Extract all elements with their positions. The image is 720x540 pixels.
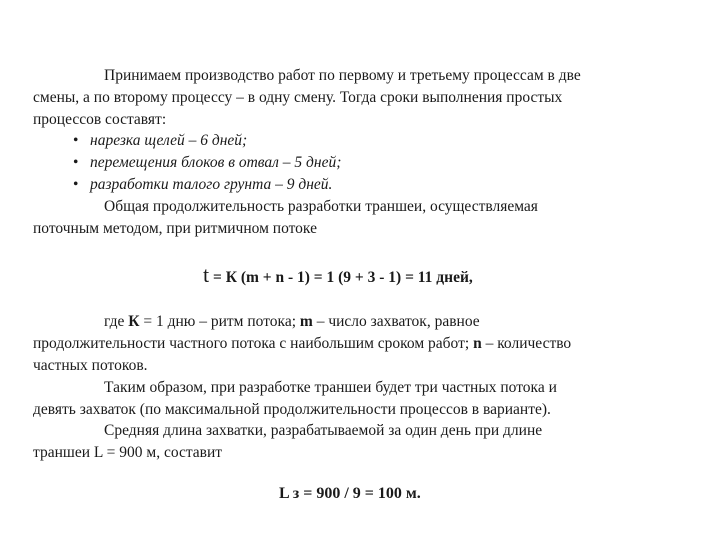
paragraph-1-line-1: Принимаем производство работ по первому и третьему процессам в две [104, 67, 581, 84]
paragraph-2-line-1: Общая продолжительность разработки траншеи, осуществляемая [104, 198, 538, 215]
bullet-marker: • [73, 154, 79, 171]
formula-duration [203, 262, 473, 288]
paragraph-3-line-3: частных потоков. [33, 357, 148, 374]
formula-variable: t [203, 262, 210, 287]
text-fragment: = 1 дню – ритм потока; [139, 313, 300, 330]
paragraph-2-line-2: поточным методом, при ритмичном потоке [33, 220, 317, 237]
formula-expression: = К (m + n - 1) = 1 (9 + 3 - 1) = 11 дней, [213, 269, 473, 286]
symbol-n: n [473, 335, 482, 352]
paragraph-4-line-1: Таким образом, при разработке траншеи будет три частных потока и [104, 379, 557, 396]
bullet-marker: • [73, 132, 79, 149]
symbol-k: К [128, 313, 140, 330]
paragraph-3-line-1 [104, 312, 480, 332]
text-fragment: где [104, 313, 129, 330]
formula-capture-length: L з = 900 / 9 = 100 м. [279, 485, 421, 502]
text-fragment: – количество [481, 335, 572, 352]
paragraph-1-line-2: смены, а по второму процессу – в одну смену. Тогда сроки выполнения простых [33, 89, 563, 106]
paragraph-3-line-2 [33, 334, 571, 354]
paragraph-4-line-2: девять захваток (по максимальной продолжительности процессов в варианте). [33, 401, 551, 418]
list-item-text: перемещения блоков в отвал – 5 дней; [90, 154, 342, 171]
text-fragment: – число захваток, равное [312, 313, 480, 330]
bullet-marker: • [73, 176, 79, 193]
paragraph-1-line-3: процессов составят: [33, 111, 167, 128]
paragraph-5-line-2: траншеи L = 900 м, составит [33, 444, 223, 461]
text-fragment: продолжительности частного потока с наибольшим сроком работ; [33, 335, 474, 352]
list-item-text: разработки талого грунта – 9 дней. [90, 176, 333, 193]
list-item-text: нарезка щелей – 6 дней; [90, 132, 248, 149]
paragraph-5-line-1: Средняя длина захватки, разрабатываемой за один день при длине [104, 422, 543, 439]
symbol-m: m [299, 313, 313, 330]
